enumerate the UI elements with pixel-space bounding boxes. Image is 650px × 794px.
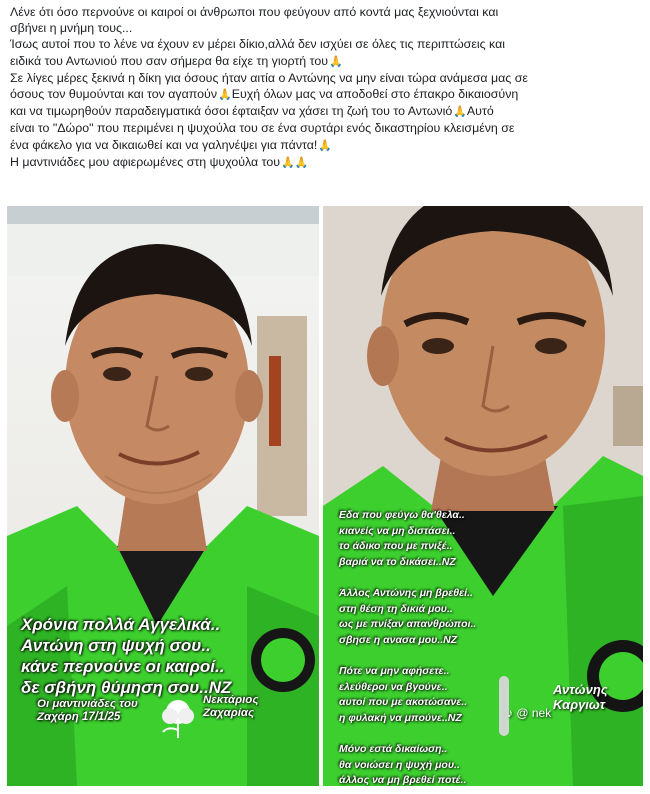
left-photo-credit	[37, 698, 138, 724]
caption-line: Αντώνη στη ψυχή σου..	[21, 636, 211, 655]
caption-line: δε σβήνη θύμηση σου..NZ	[21, 678, 232, 697]
post-line	[10, 70, 640, 86]
post-line	[10, 20, 640, 36]
verse-line: άλλος να μη βρεθεί ποτέ..	[339, 774, 467, 786]
credit-line: Οι μαντινιάδες του	[37, 698, 138, 710]
post-line-text: σβήνει η μνήμη τους...	[10, 21, 133, 36]
verse-line: στη θέση τη δικιά μου..	[339, 602, 453, 615]
tiktok-handle: ♪ @ nek	[507, 706, 552, 720]
praying-hands-icon: 🙏	[218, 89, 232, 102]
post-line-text: Ευχή όλων μας να αποδοθεί στο έπακρο δικαιοσύνη	[231, 87, 519, 102]
caption-line: Χρόνια πολλά Αγγελικά..	[21, 615, 221, 634]
post-line-text: και να τιμωρηθούν παραδειγματικά όσοι έφταιξαν να χάσει τη ζωή του το Αντωνιό	[10, 104, 453, 119]
verse-line: Πότε να μην αφήσετε..	[339, 664, 450, 677]
verse-line: Άλλος Αντώνης μη βρεθεί..	[339, 586, 473, 599]
post-line-text: Σε λίγες μέρες ξεκινά η δίκη για όσους ήταν αιτία ο Αντώνης να μην είναι τώρα ανάμεσα μας σε	[10, 70, 528, 85]
left-photo-signature	[203, 694, 258, 720]
post-line	[10, 86, 640, 103]
praying-hands-icon: 🙏	[318, 139, 333, 152]
verse-line	[339, 726, 476, 742]
left-photo-caption	[21, 614, 231, 698]
post-line	[10, 103, 640, 120]
verse-line: Εδα που φεύγω θα'θελα..	[339, 509, 465, 521]
right-photo-name: Αντώνης Καργιωτ	[553, 682, 608, 712]
post-line	[10, 36, 640, 52]
rose-icon	[153, 694, 203, 738]
right-photo-verses	[339, 508, 476, 786]
verse-line: ελεύθεροι να βγούνε..	[339, 680, 448, 693]
post-line-text: ειδικά του Αντωνιού που σαν σήμερα θα είχε τη γιορτή του	[10, 53, 328, 68]
verse-line: το άδικο που με πνιξέ..	[339, 540, 453, 553]
caption-line: κάνε περνούνε οι καιροί..	[21, 657, 225, 676]
verse-line: ως με πνίξαν απανθρώποι..	[339, 618, 477, 631]
post-line-text: Ίσως αυτοί που το λένε να έχουν εν μέρει δίκιο,αλλά δεν ισχύει σε όλες τις περιπτώσεις και	[10, 37, 505, 52]
verse-line: θα νοιώσει η ψυχή μου..	[339, 758, 460, 771]
praying-hands-icon: 🙏🙏	[281, 156, 309, 169]
post-line-text: Η μαντινιάδες μου αφιερωμένες στη ψυχούλα του	[10, 154, 281, 169]
post-line-text: Λένε ότι όσο περνούνε οι καιροί οι άνθρωποι που φεύγουν από κοντά μας ξεχνιούνται και	[10, 5, 499, 19]
verse-line: Μόνο εστά δικαίωση..	[339, 742, 448, 755]
post-line	[10, 154, 640, 171]
verse-line: η φυλακή να μπούνε..NZ	[339, 711, 462, 724]
post-line	[10, 53, 640, 70]
post-line	[10, 120, 640, 136]
signature-line: Νεκτάριος	[203, 694, 259, 706]
verse-line	[339, 648, 476, 664]
post-line-text: όσους τον θυμούνται και τον αγαπούν	[10, 87, 218, 102]
praying-hands-icon: 🙏	[453, 106, 467, 119]
verse-line	[339, 570, 476, 586]
praying-hands-icon: 🙏	[329, 55, 343, 68]
post-text	[10, 4, 640, 171]
verse-line: σβησε η ανασα μου..NZ	[339, 633, 458, 646]
left-photo[interactable]	[7, 206, 319, 786]
post-line-text: είναι το "Δώρο" που περιμένει η ψυχούλα του σε ένα συρτάρι ενός δικαστηρίου κλεισμένη σε	[10, 121, 515, 136]
post-line	[10, 4, 640, 20]
post-line-text: Αυτό	[466, 104, 494, 119]
verse-line: κιανείς να μη διστάσει..	[339, 524, 456, 537]
post-line	[10, 137, 640, 154]
post-line-text: ένα φάκελο για να δικαιωθεί και να γαληνέψει για πάντα!	[10, 137, 318, 152]
photo-collage[interactable]	[5, 206, 643, 786]
right-photo[interactable]	[323, 206, 643, 786]
signature-line: Ζαχαρίας	[203, 707, 255, 719]
verse-line: αυτοί που με ακοτώσανε..	[339, 696, 468, 709]
credit-line: Ζαχάρη 17/1/25	[37, 711, 121, 723]
verse-line: βαριά να το δικάσει..NZ	[339, 555, 456, 568]
